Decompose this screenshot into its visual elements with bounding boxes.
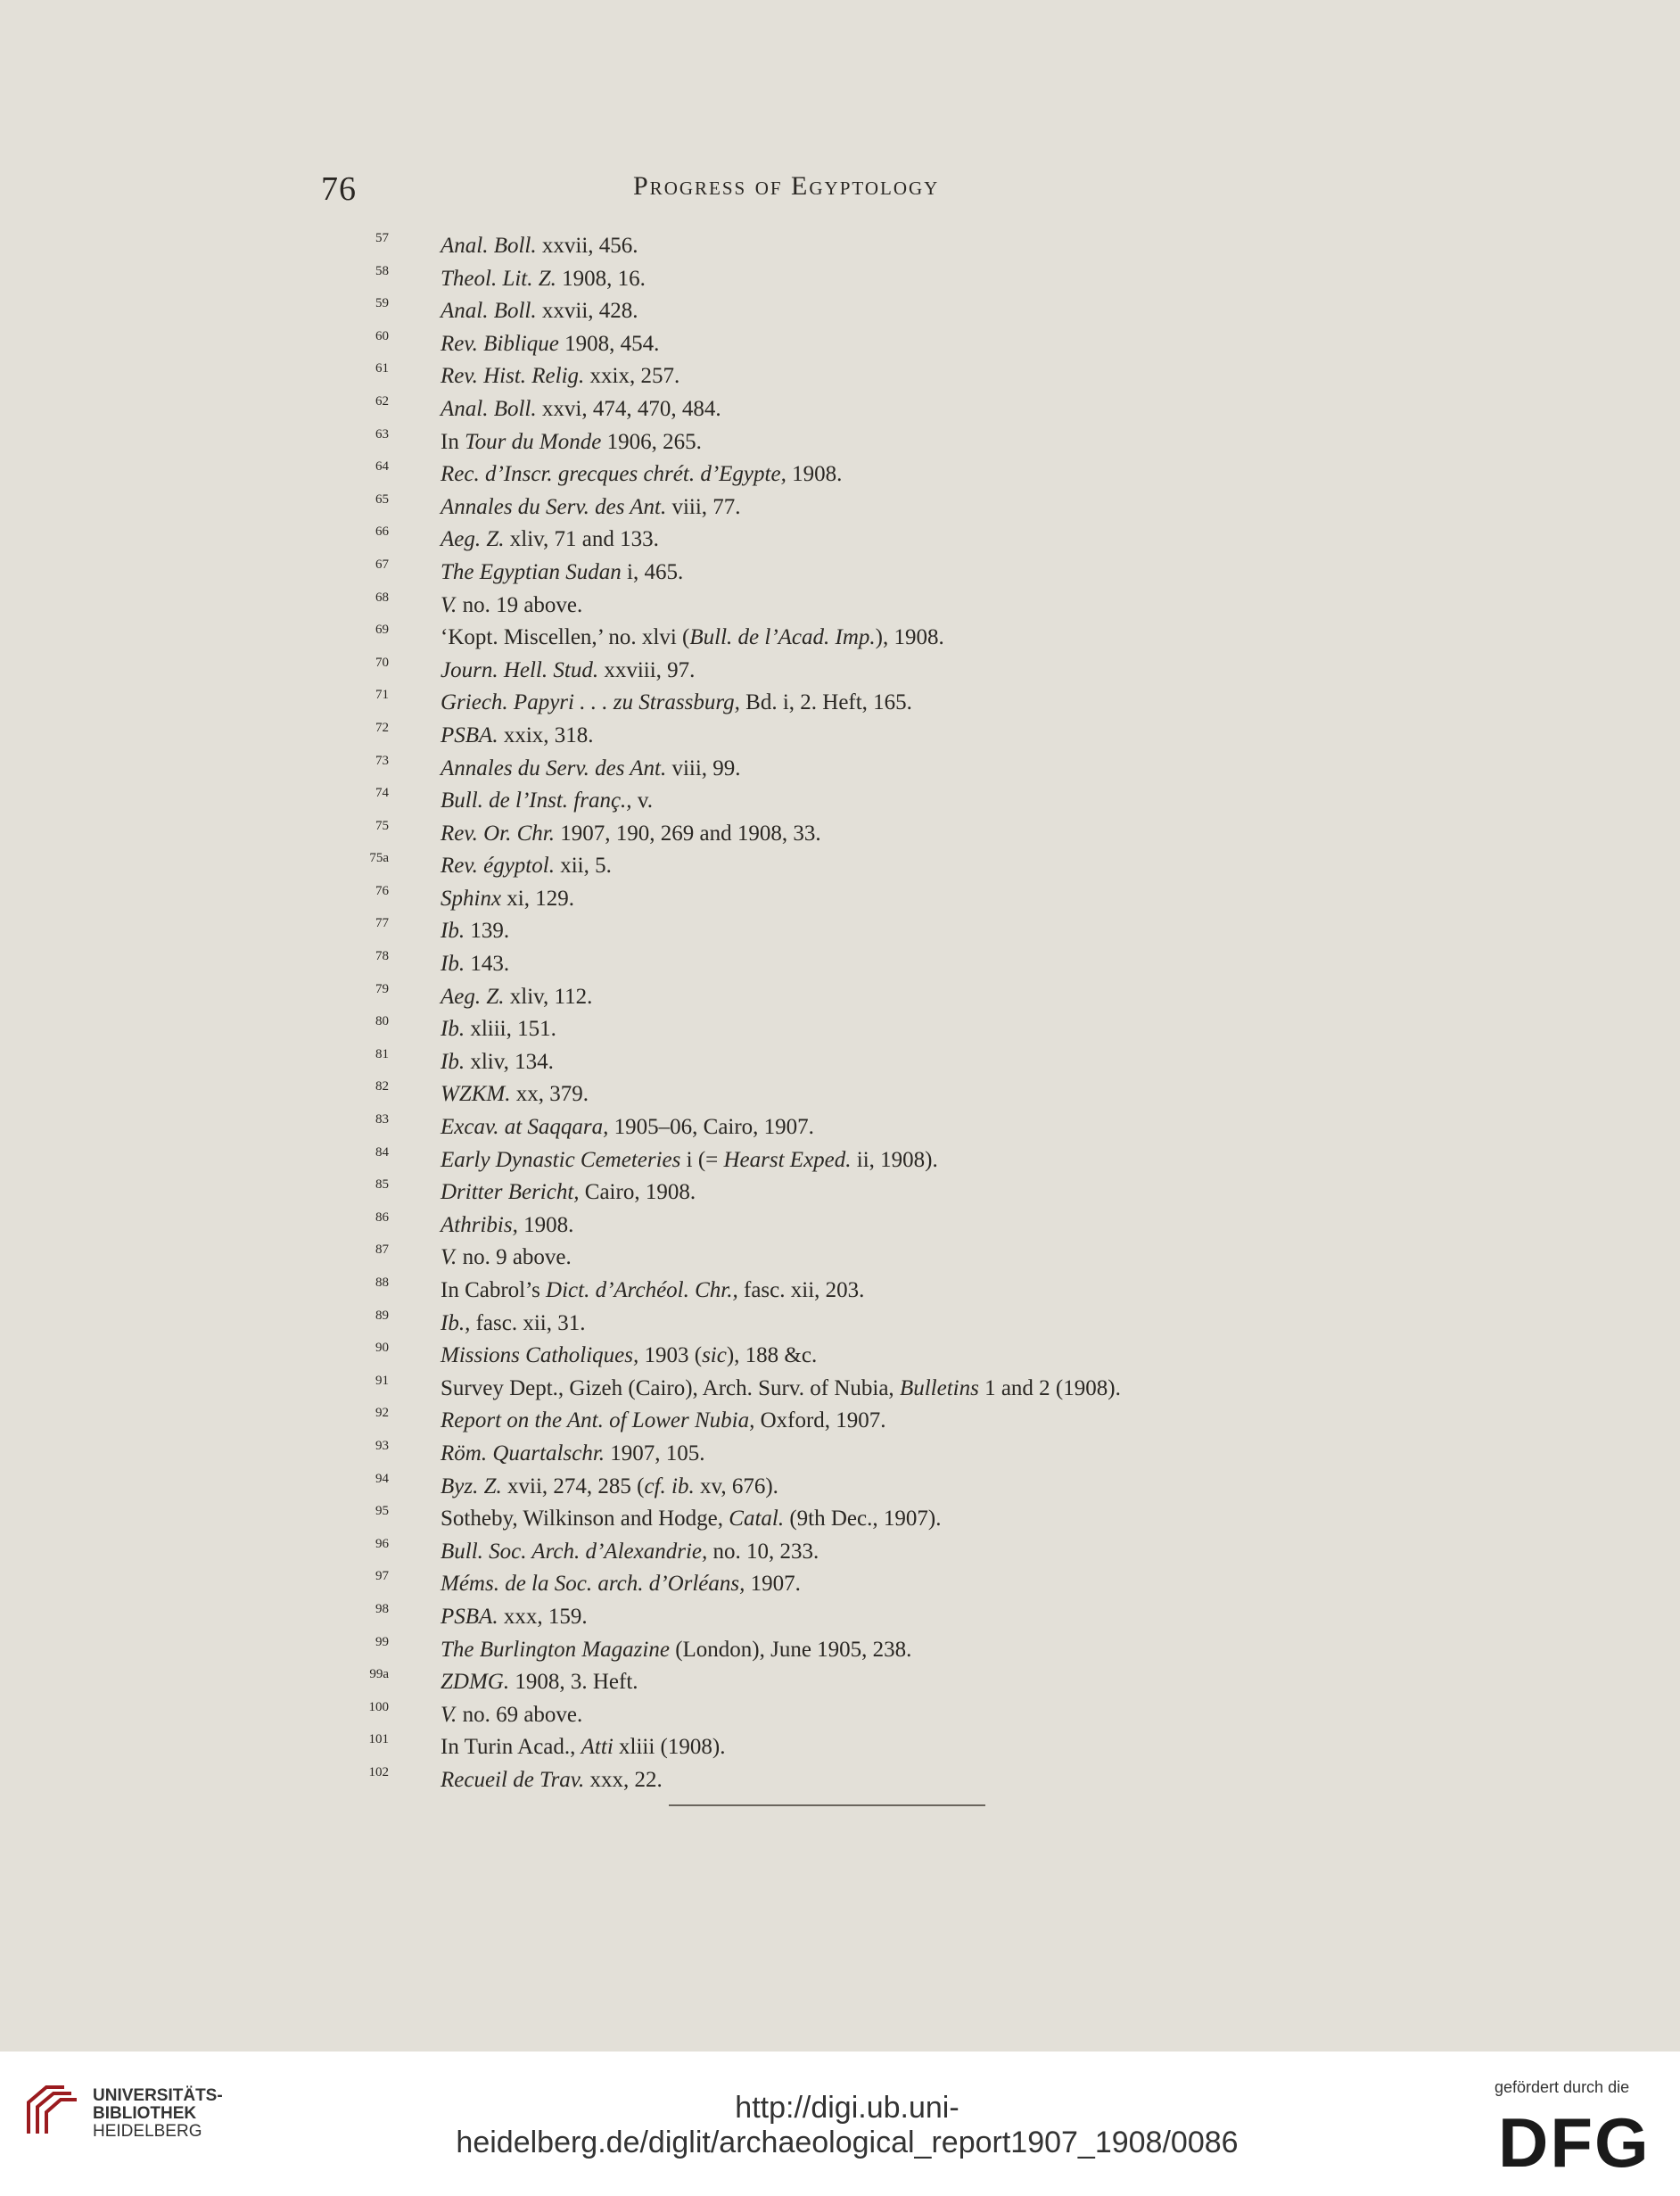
footnote xyxy=(375,1405,1373,1438)
footnote-text xyxy=(441,1438,705,1471)
footnote xyxy=(375,1111,1373,1144)
library-name[interactable] xyxy=(93,2087,223,2141)
footnote-list xyxy=(368,230,1373,1797)
footnote-text xyxy=(441,915,509,948)
citation-detail: xxix, 257. xyxy=(584,364,680,389)
footnote-text xyxy=(441,426,702,459)
footnote-text xyxy=(441,360,679,393)
citation-title: sic xyxy=(702,1343,727,1368)
footnote xyxy=(375,1438,1373,1471)
citation-title: Bull. de l’Inst. franç., xyxy=(441,788,632,813)
citation-title: Missions Catholiques, xyxy=(441,1343,639,1368)
citation-detail: xliv, 134. xyxy=(465,1049,554,1074)
footnote-number: 57 xyxy=(375,231,389,245)
citation-detail: ii, 1908). xyxy=(851,1147,938,1172)
footnote xyxy=(375,1340,1373,1373)
citation-title: Ib. xyxy=(441,952,465,977)
footnote-number: 94 xyxy=(375,1471,389,1486)
citation-detail: xxvi, 474, 470, 484. xyxy=(536,396,721,421)
footnote xyxy=(368,1699,1373,1732)
footnote-number: 98 xyxy=(375,1601,389,1616)
footnote-text xyxy=(441,1568,801,1601)
footnote xyxy=(375,785,1373,818)
citation-detail: 1907, 190, 269 and 1908, 33. xyxy=(555,821,821,846)
citation-detail: 1908. xyxy=(786,462,843,487)
citation-detail: i (= xyxy=(680,1147,724,1172)
citation-detail: 1903 ( xyxy=(638,1343,703,1368)
footnote xyxy=(375,1078,1373,1111)
citation-detail: xxvii, 428. xyxy=(536,299,638,324)
footnote-number: 93 xyxy=(375,1438,389,1453)
citation-title: The Burlington Magazine xyxy=(441,1637,670,1662)
citation-title: Recueil de Trav. xyxy=(441,1767,585,1792)
citation-title: Report on the Ant. of Lower Nubia, xyxy=(441,1408,755,1433)
footnote-number: 73 xyxy=(375,753,389,768)
footnote-number: 101 xyxy=(368,1732,389,1747)
footnote-number: 75 xyxy=(375,818,389,833)
citation-title: Dritter Bericht, xyxy=(441,1180,580,1205)
footnote-text xyxy=(441,1471,778,1504)
footnote xyxy=(375,687,1373,720)
citation-detail: 139. xyxy=(465,919,510,944)
footnote-text xyxy=(441,1536,819,1569)
footnote xyxy=(375,1013,1373,1046)
citation-title: Hearst Exped. xyxy=(723,1147,852,1172)
citation-detail: (London), June 1905, 238. xyxy=(669,1637,912,1662)
footnote-text xyxy=(441,1275,864,1308)
running-title: Progress of Egyptology xyxy=(633,171,940,201)
citation-title: Journ. Hell. Stud. xyxy=(441,657,599,682)
footnote-text xyxy=(441,818,821,851)
footnote-number: 77 xyxy=(375,916,389,931)
permalink-url[interactable]: http://digi.ub.uni-heidelberg.de/diglit/archaeological_report1907_1908/0086 xyxy=(456,2091,1239,2159)
footnote-text xyxy=(441,655,695,688)
citation-detail: 1907. xyxy=(745,1572,801,1597)
citation-detail: 143. xyxy=(465,952,510,977)
footnote-number: 74 xyxy=(375,786,389,801)
footnote-number: 72 xyxy=(375,720,389,735)
citation-detail: 1 and 2 (1908). xyxy=(978,1375,1121,1400)
citation-detail: xliv, 112. xyxy=(504,984,593,1009)
footnote xyxy=(375,263,1373,296)
footnote-text xyxy=(441,1634,911,1667)
footnote-text xyxy=(441,458,842,491)
closing-rule xyxy=(669,1804,985,1806)
footnote xyxy=(369,850,1373,883)
footnote-text xyxy=(441,1242,572,1275)
citation-detail: 1908, 16. xyxy=(556,266,646,291)
footnote-text xyxy=(441,720,594,753)
footnote xyxy=(375,948,1373,981)
footnote-text xyxy=(441,1176,696,1209)
footnote-text xyxy=(441,491,741,524)
citation-detail: xliv, 71 and 133. xyxy=(504,527,659,552)
footnote-text xyxy=(441,328,659,361)
footnote-number: 68 xyxy=(375,590,389,605)
citation-detail: xliii (1908). xyxy=(613,1735,726,1760)
citation-detail: fasc. xii, 31. xyxy=(470,1310,586,1335)
footnote-number: 60 xyxy=(375,328,389,343)
footnote xyxy=(375,426,1373,459)
citation-title: Ib. xyxy=(441,1049,465,1074)
footnote-number: 102 xyxy=(368,1764,389,1779)
footnote-text xyxy=(441,295,638,328)
footnote-number: 80 xyxy=(375,1014,389,1029)
citation-detail: Bd. i, 2. Heft, 165. xyxy=(739,690,912,715)
footnote-number: 89 xyxy=(375,1308,389,1323)
footnote xyxy=(375,458,1373,491)
footnote-number: 85 xyxy=(375,1177,389,1193)
citation-detail: 1907, 105. xyxy=(605,1441,705,1465)
footnote xyxy=(375,230,1373,263)
footnote-number: 87 xyxy=(375,1242,389,1258)
citation-title: V. xyxy=(441,1245,457,1270)
footnote xyxy=(375,1046,1373,1079)
citation-title: ZDMG. xyxy=(441,1670,510,1695)
citation-title: V. xyxy=(441,592,457,617)
citation-title: Ib., xyxy=(441,1310,471,1335)
footnote-text xyxy=(441,753,741,786)
citation-detail: 1908. xyxy=(517,1212,574,1237)
citation-title: Athribis, xyxy=(441,1212,518,1237)
footnote xyxy=(375,557,1373,590)
citation-title: Byz. Z. xyxy=(441,1474,502,1498)
footnote-number: 66 xyxy=(375,524,389,540)
citation-title: Rec. d’Inscr. grecques chrét. d’Egypte, xyxy=(441,462,786,487)
citation-title: Rev. Biblique xyxy=(441,331,559,356)
citation-title: Bulletins xyxy=(899,1375,979,1400)
citation-title: Ib. xyxy=(441,919,465,944)
footnote-number: 58 xyxy=(375,263,389,278)
citation-detail: xvii, 274, 285 ( xyxy=(501,1474,645,1498)
citation-detail: xxvii, 456. xyxy=(536,234,638,258)
citation-title: Annales du Serv. des Ant. xyxy=(441,755,667,780)
citation-detail: In xyxy=(441,429,465,454)
citation-detail: Survey Dept., Gizeh (Cairo), Arch. Surv. of Nubia, xyxy=(441,1375,900,1400)
footnote xyxy=(375,1144,1373,1177)
citation-title: Anal. Boll. xyxy=(441,396,537,421)
page-number: 76 xyxy=(321,170,357,208)
footnote xyxy=(375,1308,1373,1341)
citation-title: Méms. de la Soc. arch. d’Orléans, xyxy=(441,1572,745,1597)
footnote xyxy=(375,720,1373,753)
footnote xyxy=(375,1536,1373,1569)
footnote-number: 67 xyxy=(375,557,389,572)
citation-title: Aeg. Z. xyxy=(441,527,505,552)
citation-title: Dict. d’Archéol. Chr., xyxy=(546,1278,738,1302)
citation-title: Anal. Boll. xyxy=(441,234,537,258)
citation-title: PSBA. xyxy=(441,722,498,747)
footnote-number: 59 xyxy=(375,296,389,311)
footnote-text xyxy=(441,1111,814,1144)
citation-detail: Cairo, 1908. xyxy=(579,1180,696,1205)
citation-title: V. xyxy=(441,1702,457,1727)
citation-title: Röm. Quartalschr. xyxy=(441,1441,605,1465)
footnote-text xyxy=(441,557,683,590)
footnote-number: 88 xyxy=(375,1275,389,1290)
footnote xyxy=(375,295,1373,328)
footnote-number: 83 xyxy=(375,1112,389,1127)
citation-detail: Sotheby, Wilkinson and Hodge, xyxy=(441,1507,729,1531)
citation-detail: xliii, 151. xyxy=(465,1017,556,1042)
footnote-number: 84 xyxy=(375,1144,389,1160)
citation-title: Ib. xyxy=(441,1017,465,1042)
footnote xyxy=(375,1568,1373,1601)
citation-title: Rev. égyptol. xyxy=(441,854,555,879)
citation-detail: no. 9 above. xyxy=(457,1245,572,1270)
footnote-text xyxy=(441,622,944,655)
footnote-text xyxy=(441,1764,663,1797)
footnote-text xyxy=(441,785,653,818)
citation-title: Annales du Serv. des Ant. xyxy=(441,494,667,519)
footnote-text xyxy=(441,524,659,557)
footnote xyxy=(368,1764,1373,1797)
footnote xyxy=(375,753,1373,786)
footnote-text xyxy=(441,948,509,981)
citation-title: Griech. Papyri . . . zu Strassburg, xyxy=(441,690,740,715)
footnote-number: 69 xyxy=(375,623,389,638)
citation-detail: viii, 99. xyxy=(666,755,741,780)
footnote xyxy=(368,1731,1373,1764)
citation-detail: ), 188 &c. xyxy=(726,1343,818,1368)
footnote-number: 100 xyxy=(368,1699,389,1714)
footnote-number: 91 xyxy=(375,1373,389,1388)
citation-title: Anal. Boll. xyxy=(441,299,537,324)
footnote-text xyxy=(441,850,612,883)
citation-title: cf. ib. xyxy=(644,1474,695,1498)
footnote-text xyxy=(441,1601,588,1634)
footnote-text xyxy=(441,230,638,263)
citation-detail: xv, 676). xyxy=(694,1474,778,1498)
citation-detail: v. xyxy=(631,788,653,813)
footnote-text xyxy=(441,1731,725,1764)
footnote xyxy=(369,1666,1373,1699)
footnote-number: 86 xyxy=(375,1209,389,1225)
footnote-number: 90 xyxy=(375,1341,389,1356)
library-name-line2: BIBLIOTHEK xyxy=(93,2104,197,2123)
footnote xyxy=(375,491,1373,524)
footnote-number: 79 xyxy=(375,981,389,996)
footnote-number: 92 xyxy=(375,1406,389,1421)
funder-label: gefördert durch die xyxy=(1495,2078,1630,2096)
footnote xyxy=(375,1471,1373,1504)
citation-title: Rev. Or. Chr. xyxy=(441,821,556,846)
citation-detail: ), 1908. xyxy=(875,625,944,650)
footnote xyxy=(375,883,1373,916)
citation-detail: Oxford, 1907. xyxy=(754,1408,886,1433)
footnote-text xyxy=(441,1046,554,1079)
footnote xyxy=(375,915,1373,948)
citation-detail: 1906, 265. xyxy=(601,429,702,454)
footnote-number: 63 xyxy=(375,426,389,442)
footnote-number: 97 xyxy=(375,1569,389,1584)
footnote-text xyxy=(441,1340,817,1373)
citation-detail: no. 69 above. xyxy=(457,1702,583,1727)
footnote xyxy=(375,1503,1373,1536)
footnote xyxy=(375,1242,1373,1275)
footnote xyxy=(375,360,1373,393)
footnote-text xyxy=(441,1373,1121,1406)
citation-title: Excav. at Saqqara, xyxy=(441,1115,609,1140)
footnote-text xyxy=(441,1144,938,1177)
footnote-text xyxy=(441,1666,638,1699)
footnote-number: 99a xyxy=(369,1667,389,1682)
footnote xyxy=(375,981,1373,1014)
footnote-text xyxy=(441,1078,589,1111)
footnote xyxy=(375,1601,1373,1634)
citation-title: The Egyptian Sudan xyxy=(441,559,622,584)
citation-detail: xxx, 22. xyxy=(584,1767,663,1792)
footnote xyxy=(375,818,1373,851)
footnote-number: 81 xyxy=(375,1046,389,1061)
citation-detail: In Cabrol’s xyxy=(441,1278,547,1302)
footnote-text xyxy=(441,1503,941,1536)
citation-title: Catal. xyxy=(729,1507,785,1531)
citation-title: WZKM. xyxy=(441,1082,511,1107)
footnote-number: 96 xyxy=(375,1536,389,1551)
footnote xyxy=(375,590,1373,623)
footnote-number: 71 xyxy=(375,688,389,703)
citation-title: Rev. Hist. Relig. xyxy=(441,364,585,389)
footnote-number: 78 xyxy=(375,949,389,964)
citation-detail: xxx, 159. xyxy=(498,1604,588,1629)
viewer-footer xyxy=(0,2052,1680,2196)
dfg-logo[interactable]: DFG xyxy=(1498,2103,1651,2182)
footnote-text xyxy=(441,1209,573,1242)
footnote xyxy=(375,655,1373,688)
footnote-text xyxy=(441,1013,556,1046)
citation-title: Tour du Monde xyxy=(465,429,602,454)
citation-detail: xi, 129. xyxy=(501,886,574,911)
footnote-text xyxy=(441,263,646,296)
footnote xyxy=(375,393,1373,426)
footnote xyxy=(375,622,1373,655)
footnote-text xyxy=(441,590,582,623)
citation-title: Early Dynastic Cemeteries xyxy=(441,1147,681,1172)
footnote-text xyxy=(441,687,912,720)
citation-title: Sphinx xyxy=(441,886,502,911)
citation-detail: i, 465. xyxy=(621,559,684,584)
footnote-text xyxy=(441,1405,886,1438)
footnote-text xyxy=(441,981,592,1014)
footnote-number: 62 xyxy=(375,393,389,409)
citation-detail: xii, 5. xyxy=(554,854,612,879)
citation-detail: ‘Kopt. Miscellen,’ no. xlvi ( xyxy=(441,625,690,650)
citation-title: Bull. de l’Acad. Imp. xyxy=(689,625,876,650)
citation-detail: no. 19 above. xyxy=(457,592,583,617)
citation-title: Bull. Soc. Arch. d’Alexandrie, xyxy=(441,1539,708,1564)
footnote-number: 76 xyxy=(375,883,389,898)
library-name-line3: HEIDELBERG xyxy=(93,2122,202,2141)
citation-detail: fasc. xii, 203. xyxy=(737,1278,865,1302)
footnote-number: 95 xyxy=(375,1504,389,1519)
citation-detail: no. 10, 233. xyxy=(707,1539,819,1564)
footnote xyxy=(375,524,1373,557)
footnote-text xyxy=(441,883,574,916)
footnote-number: 65 xyxy=(375,491,389,507)
citation-title: Atti xyxy=(581,1735,614,1760)
footnote-text xyxy=(441,1699,582,1732)
footnote-text xyxy=(441,1308,585,1341)
citation-title: Aeg. Z. xyxy=(441,984,505,1009)
footnote-number: 64 xyxy=(375,459,389,475)
footnote xyxy=(375,1209,1373,1242)
footnote xyxy=(375,1373,1373,1406)
citation-title: Theol. Lit. Z. xyxy=(441,266,556,291)
footnote-number: 99 xyxy=(375,1634,389,1649)
citation-detail: viii, 77. xyxy=(666,494,741,519)
footnote xyxy=(375,1176,1373,1209)
library-name-line1: UNIVERSITÄTS- xyxy=(93,2086,223,2105)
library-logo-icon[interactable] xyxy=(20,2080,82,2142)
citation-detail: In Turin Acad., xyxy=(441,1735,581,1760)
citation-detail: 1905–06, Cairo, 1907. xyxy=(608,1115,814,1140)
citation-detail: 1908, 3. Heft. xyxy=(509,1670,638,1695)
footnote xyxy=(375,1275,1373,1308)
footnote-number: 70 xyxy=(375,655,389,670)
citation-detail: (9th Dec., 1907). xyxy=(784,1507,942,1531)
footnote-number: 82 xyxy=(375,1079,389,1094)
citation-detail: xxix, 318. xyxy=(498,722,594,747)
footnote-text xyxy=(441,393,721,426)
citation-detail: xxviii, 97. xyxy=(598,657,696,682)
citation-title: PSBA. xyxy=(441,1604,498,1629)
footnote xyxy=(375,1634,1373,1667)
citation-detail: 1908, 454. xyxy=(558,331,660,356)
page-header xyxy=(321,169,1017,214)
footnote-number: 61 xyxy=(375,361,389,376)
footnote-number: 75a xyxy=(369,851,389,866)
footnote xyxy=(375,328,1373,361)
citation-detail: xx, 379. xyxy=(510,1082,589,1107)
